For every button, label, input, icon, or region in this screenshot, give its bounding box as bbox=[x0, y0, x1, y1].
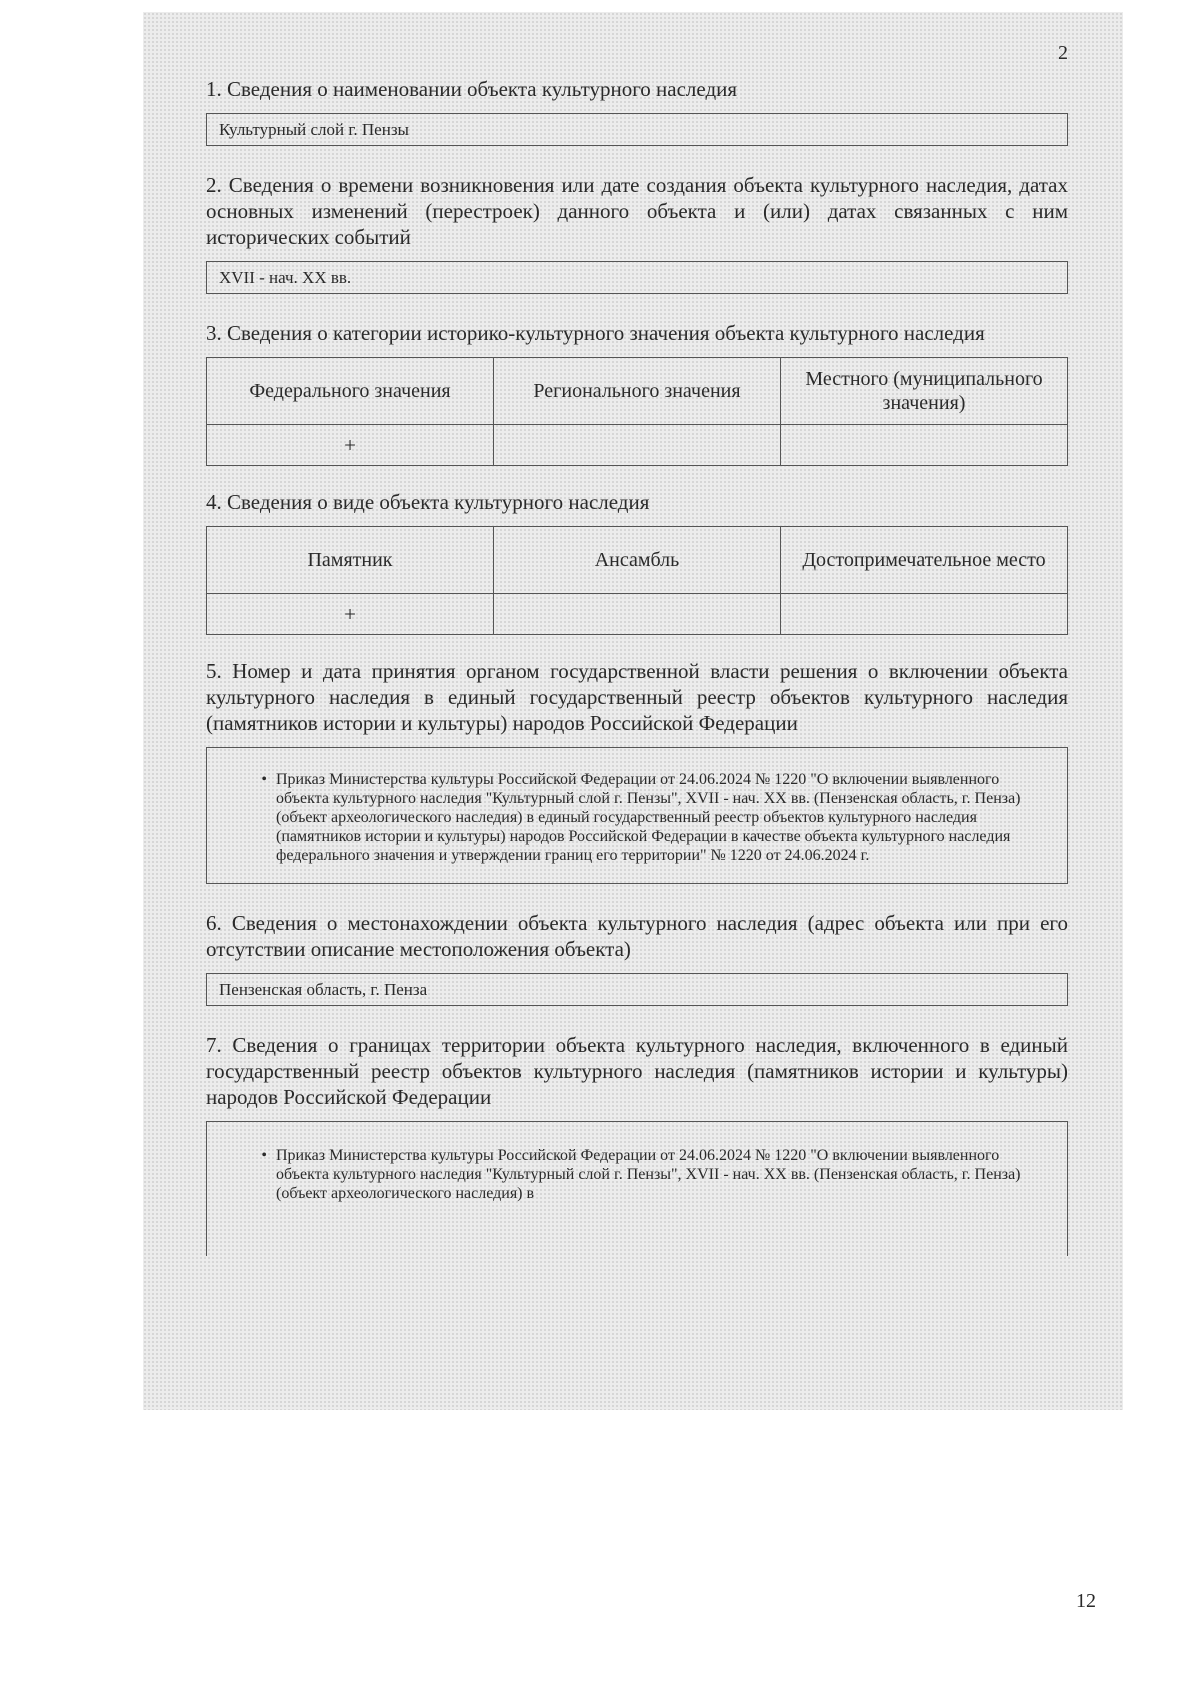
section-5-heading: 5. Номер и дата принятия органом государственной власти решения о включении объекта культурного наследия в единый государственный реестр объектов культурного наследия (памятников истории и культуры) народов Российской Федерации bbox=[206, 659, 1068, 735]
bullet-icon: • bbox=[261, 1147, 267, 1164]
location-box: Пензенская область, г. Пенза bbox=[206, 973, 1068, 1006]
registry-order-text: Приказ Министерства культуры Российской Федерации от 24.06.2024 № 1220 "О включении выявленного объекта культурного наследия "Культурный слой г. Пензы", XVII - нач. XX вв. (Пензенская область, г. Пенза) (объект археологического наследия) в единый государственный реестр объектов культурного наследия (памятников истории и культуры) народов Российской Федерации в качестве объекта культурного наследия федерального значения и утверждении границ его территории" № 1220 от 24.06.2024 г. bbox=[276, 771, 1021, 864]
type-header-row bbox=[207, 527, 1068, 594]
section-3-heading: 3. Сведения о категории историко-культурного значения объекта культурного наследия bbox=[206, 321, 985, 345]
type-monument-label: Памятник bbox=[207, 527, 494, 594]
object-date-box: XVII - нач. XX вв. bbox=[206, 261, 1068, 294]
section-2-heading: 2. Сведения о времени возникновения или дате создания объекта культурного наследия, датах основных изменений (перестроек) данного объекта и (или) датах связанных с ним исторических событий bbox=[206, 173, 1068, 249]
category-regional-mark bbox=[494, 425, 781, 466]
section-7-heading: 7. Сведения о границах территории объекта культурного наследия, включенного в единый государственный реестр объектов культурного наследия (памятников истории и культуры) народов Российской Федерации bbox=[206, 1033, 1068, 1109]
category-table bbox=[206, 357, 1068, 466]
type-landmark-mark bbox=[781, 594, 1068, 635]
category-mark-row bbox=[207, 425, 1068, 466]
list-item bbox=[243, 1146, 1041, 1203]
type-mark-row bbox=[207, 594, 1068, 635]
section-4-heading: 4. Сведения о виде объекта культурного наследия bbox=[206, 490, 650, 514]
type-landmark-label: Достопримечательное место bbox=[781, 527, 1068, 594]
territory-order-text: Приказ Министерства культуры Российской Федерации от 24.06.2024 № 1220 "О включении выявленного объекта культурного наследия "Культурный слой г. Пензы", XVII - нач. XX вв. (Пензенская область, г. Пенза) (объект археологического наследия) в bbox=[276, 1147, 1021, 1202]
bullet-icon: • bbox=[261, 771, 267, 788]
inner-page-number: 2 bbox=[1058, 42, 1068, 64]
registry-order-box bbox=[206, 747, 1068, 884]
category-regional-label: Регионального значения bbox=[494, 358, 781, 425]
type-ensemble-label: Ансамбль bbox=[494, 527, 781, 594]
territory-order-box bbox=[206, 1121, 1068, 1256]
list-item bbox=[243, 770, 1041, 865]
category-local-label: Местного (муниципального значения) bbox=[781, 358, 1068, 425]
type-monument-mark: + bbox=[207, 594, 494, 635]
category-header-row bbox=[207, 358, 1068, 425]
type-table bbox=[206, 526, 1068, 635]
scanned-page bbox=[143, 12, 1123, 1410]
section-6-heading: 6. Сведения о местонахождении объекта культурного наследия (адрес объекта или при его отсутствии описание местоположения объекта) bbox=[206, 911, 1068, 961]
category-federal-label: Федерального значения bbox=[207, 358, 494, 425]
outer-page-number: 12 bbox=[1076, 1590, 1096, 1612]
document-content bbox=[206, 76, 1068, 1256]
category-federal-mark: + bbox=[207, 425, 494, 466]
type-ensemble-mark bbox=[494, 594, 781, 635]
section-1-heading: 1. Сведения о наименовании объекта культурного наследия bbox=[206, 77, 738, 101]
object-name-box: Культурный слой г. Пензы bbox=[206, 113, 1068, 146]
category-local-mark bbox=[781, 425, 1068, 466]
